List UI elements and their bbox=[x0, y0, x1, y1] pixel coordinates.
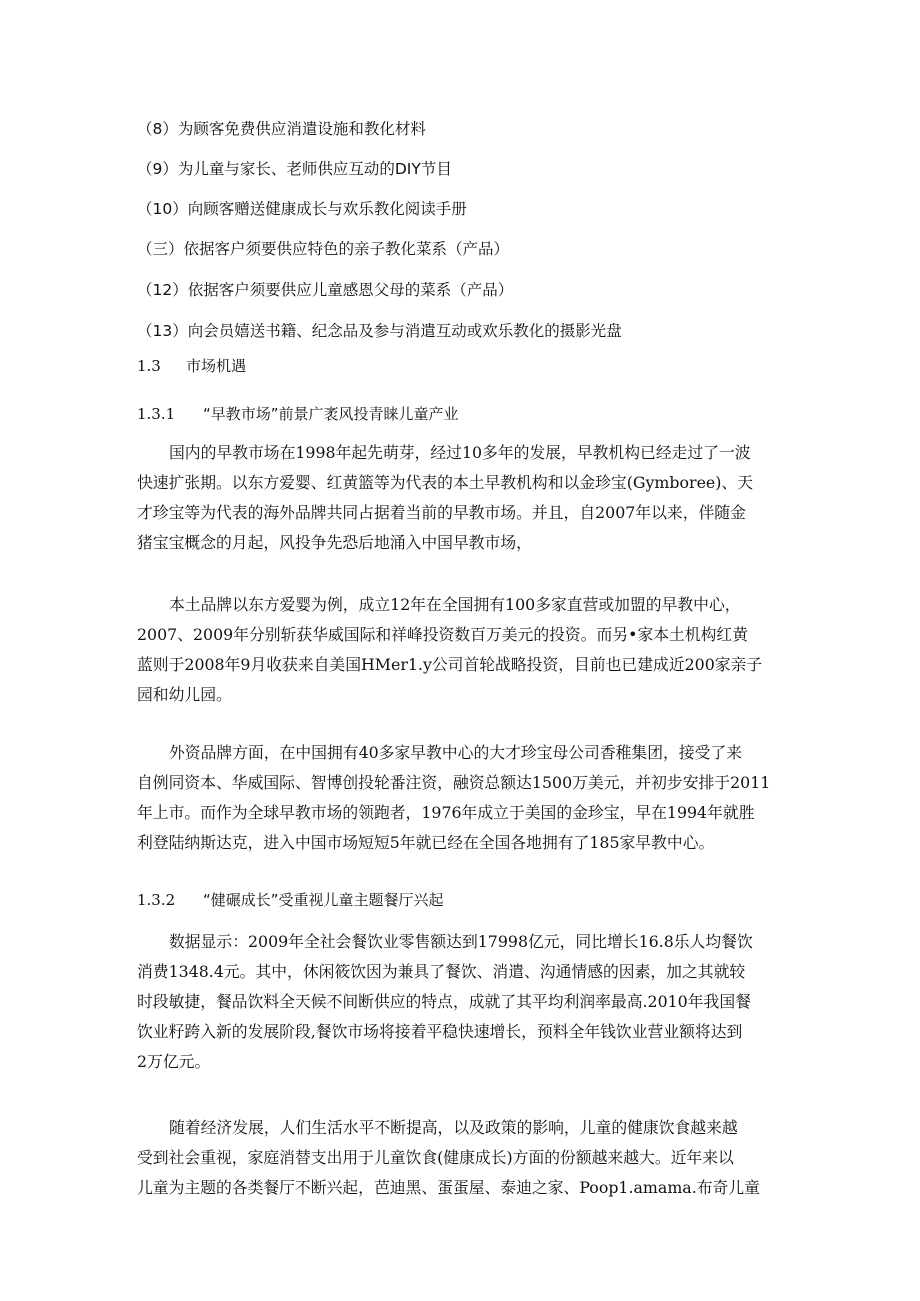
section-title: “早教市场”前景广袤风投青睐儿童产业 bbox=[203, 405, 459, 423]
paragraph-line: 快速扩张期。以东方爱婴、红黄篮等为代表的本土早教机构和以金珍宝(Gymboree)、天 bbox=[137, 473, 754, 492]
list-item-10: （10）向顾客赠送健康成长与欢乐教化阅读手册 bbox=[137, 200, 467, 218]
paragraph-line: 年上市。而作为全球早教市场的领跑者，1976年成立于美国的金珍宝，早在1994年就胜 bbox=[137, 803, 755, 822]
list-item-11: （三）依据客户须要供应特色的亲子教化菜系（产品） bbox=[137, 240, 510, 258]
section-heading-1-3-1 bbox=[137, 404, 459, 424]
paragraph-line: 猪宝宝概念的月起，风投争先恐后地涌入中国早教市场， bbox=[137, 533, 532, 552]
paragraph-line: 受到社会重视，家庭消替支出用于儿童饮食(健康成长)方面的份额越来越大。近年来以 bbox=[137, 1148, 734, 1167]
list-item-9: （9）为儿童与家长、老师供应互动的DIY节目 bbox=[137, 160, 452, 178]
paragraph-line: 才珍宝等为代表的海外品牌共同占据着当前的早教市场。并且，自2007年以来，伴随金 bbox=[137, 503, 746, 522]
paragraph-line: 2万亿元。 bbox=[137, 1052, 211, 1071]
paragraph-line: 自例同资本、华威国际、智博创投轮番注资，融资总额达1500万美元，并初步安排于2011 bbox=[137, 773, 771, 792]
list-item-8: （8）为顾客免费供应消遣设施和教化材料 bbox=[137, 120, 426, 138]
paragraph-line: 儿童为主题的各类餐厅不断兴起，芭迪黑、蛋蛋屋、泰迪之家、Poop1.amama.布奇儿童 bbox=[137, 1178, 760, 1197]
paragraph-line: 外资品牌方面，在中国拥有40多家早教中心的大才珍宝母公司香稚集团，接受了来 bbox=[169, 743, 742, 762]
paragraph-line: 时段敏捷，餐品饮料全天候不间断供应的特点，成就了其平均利润率最高.2010年我国餐 bbox=[137, 992, 751, 1011]
list-item-12: （12）依据客户须要供应儿童感恩父母的菜系（产品） bbox=[137, 281, 514, 299]
section-title: “健碾成长”受重视儿童主题餐厅兴起 bbox=[203, 891, 444, 909]
paragraph-line: 消费1348.4元。其中，休闲筱饮因为兼具了餐饮、消遣、沟通情感的因素，加之其就较 bbox=[137, 962, 746, 981]
section-number: 1.3.2 bbox=[137, 891, 176, 909]
paragraph-line: 饮业籽跨入新的发展阶段,餐饮市场将接着平稳快速增长，预料全年钱饮业营业额将达到 bbox=[137, 1022, 743, 1041]
section-title: 市场机遇 bbox=[186, 357, 247, 375]
paragraph-early-education-market bbox=[137, 438, 783, 558]
paragraph-line: 国内的早教市场在1998年起先萌芽，经过10多年的发展，早教机构已经走过了一波 bbox=[169, 443, 751, 462]
paragraph-foreign-brands bbox=[137, 738, 783, 858]
paragraph-line: 蓝则于2008年9月收获来自美国HMer1.y公司首轮战略投资，目前也已建成近200家亲子 bbox=[137, 655, 763, 674]
paragraph-domestic-brands bbox=[137, 590, 783, 710]
paragraph-line: 随着经济发展，人们生活水平不断提高，以及政策的影响，儿童的健康饮食越来越 bbox=[169, 1118, 738, 1137]
section-number: 1.3 bbox=[137, 357, 161, 375]
section-number: 1.3.1 bbox=[137, 405, 176, 423]
paragraph-line: 利登陆纳斯达克，进入中国市场短短5年就已经在全国各地拥有了185家早教中心。 bbox=[137, 833, 715, 852]
paragraph-children-restaurants bbox=[137, 1113, 783, 1203]
paragraph-line: 本土品牌以东方爱婴为例，成立12年在全国拥有100多家直营或加盟的早教中心， bbox=[169, 595, 741, 614]
section-heading-1-3-2 bbox=[137, 890, 444, 910]
paragraph-line: 园和幼儿园。 bbox=[137, 685, 232, 704]
paragraph-catering-data bbox=[137, 927, 783, 1077]
list-item-13: （13）向会员嬉送书籍、纪念品及参与消遣互动或欢乐教化的摄影光盘 bbox=[137, 322, 622, 340]
section-heading-1-3 bbox=[137, 356, 246, 376]
paragraph-line: 数据显示：2009年全社会餐饮业零售额达到17998亿元，同比增长16.8乐人均餐饮 bbox=[169, 932, 753, 951]
paragraph-line: 2007、2009年分别斩获华威国际和祥峰投资数百万美元的投资。而另•家本土机构红黄 bbox=[137, 625, 749, 644]
